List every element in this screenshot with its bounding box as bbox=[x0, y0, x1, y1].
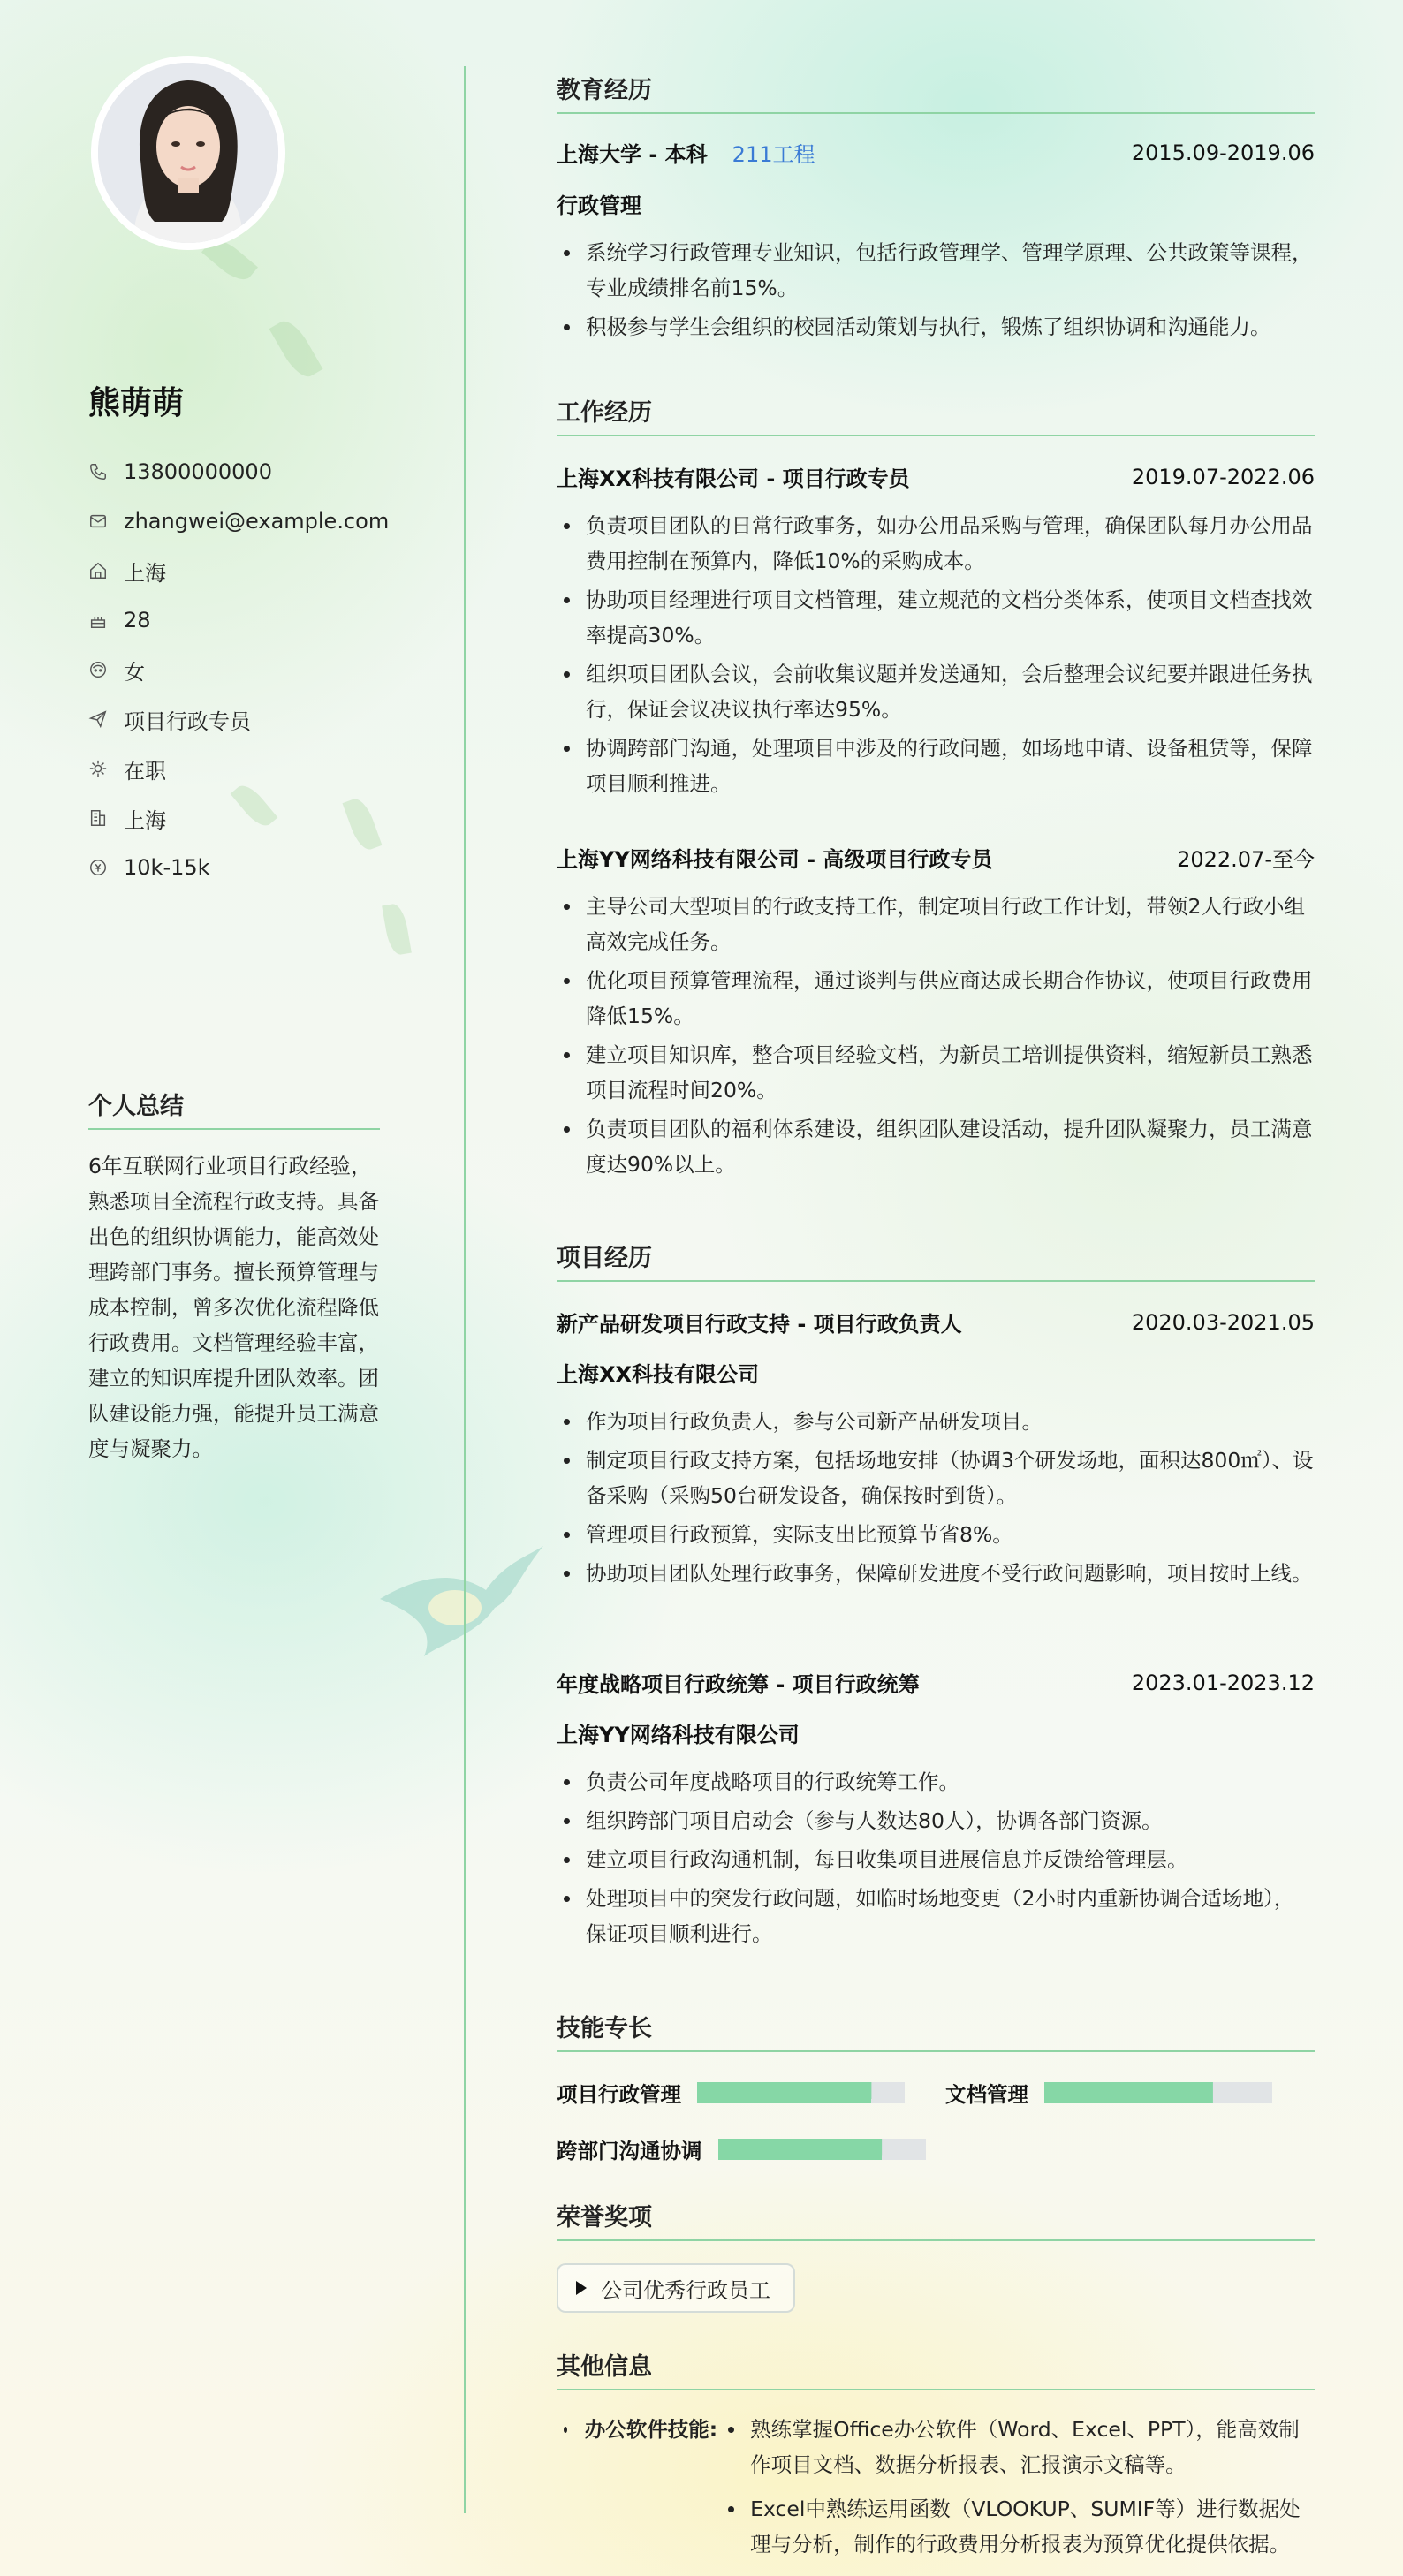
list-item: 熟练掌握Office办公软件（Word、Excel、PPT），能高效制作项目文档、数据分析报表、汇报演示文稿等。 bbox=[723, 2412, 1315, 2482]
phone-icon bbox=[88, 462, 108, 481]
work-period: 2019.07-2022.06 bbox=[1131, 464, 1315, 489]
award-tag bbox=[557, 2263, 795, 2313]
skill-bar-fill bbox=[718, 2139, 883, 2160]
building-icon bbox=[88, 808, 108, 828]
awards-section-title: 荣誉奖项 bbox=[557, 2198, 1315, 2241]
education-period: 2015.09-2019.06 bbox=[1131, 140, 1315, 165]
education-bullets bbox=[557, 235, 1315, 348]
work-section-title: 工作经历 bbox=[557, 393, 1315, 436]
info-text: 13800000000 bbox=[124, 459, 272, 484]
info-position bbox=[88, 694, 389, 744]
skills-section-title: 技能专长 bbox=[557, 2009, 1315, 2052]
education-section-title: 教育经历 bbox=[557, 71, 1315, 114]
candidate-name: 熊萌萌 bbox=[88, 385, 185, 421]
skill-name: 文档管理 bbox=[945, 2082, 1028, 2107]
project-company: 上海YY网络科技有限公司 bbox=[557, 1723, 800, 1747]
info-text: 上海 bbox=[124, 807, 166, 833]
other-key: 办公软件技能: bbox=[584, 2417, 718, 2442]
project-header-2 bbox=[557, 1667, 1315, 1698]
home-icon bbox=[88, 561, 108, 580]
info-text: 10k-15k bbox=[124, 855, 210, 880]
info-text: zhangwei@example.com bbox=[124, 509, 390, 534]
list-item: 建立项目知识库，整合项目经验文档，为新员工培训提供资料，缩短新员工熟悉项目流程时间20%。 bbox=[557, 1037, 1315, 1108]
list-item: 处理项目中的突发行政问题，如临时场地变更（2小时内重新协调合适场地），保证项目顺利进行。 bbox=[557, 1881, 1315, 1951]
info-gender bbox=[88, 645, 389, 694]
list-item: 组织项目团队会议，会前收集议题并发送通知，会后整理会议纪要并跟进任务执行，保证会议决议执行率达95%。 bbox=[557, 656, 1315, 727]
list-item: 负责公司年度战略项目的行政统筹工作。 bbox=[557, 1764, 1315, 1799]
leaf-decoration bbox=[269, 315, 323, 383]
skill-bar-fill bbox=[697, 2082, 871, 2103]
summary-section-title: 个人总结 bbox=[88, 1087, 380, 1130]
list-item: 系统学习行政管理专业知识，包括行政管理学、管理学原理、公共政策等课程，专业成绩排名前15%。 bbox=[557, 235, 1315, 306]
skill-bar bbox=[1044, 2082, 1272, 2103]
info-work-city bbox=[88, 793, 389, 843]
list-item: 优化项目预算管理流程，通过谈判与供应商达成长期合作协议，使项目行政费用降低15%。 bbox=[557, 963, 1315, 1034]
work-heading: 上海YY网络科技有限公司 - 高级项目行政专员 bbox=[557, 847, 993, 872]
list-item: 协助项目经理进行项目文档管理，建立规范的文档分类体系，使项目文档查找效率提高30%。 bbox=[557, 582, 1315, 653]
project-company: 上海XX科技有限公司 bbox=[557, 1362, 760, 1387]
project-period: 2023.01-2023.12 bbox=[1131, 1670, 1315, 1695]
work-bullets-1 bbox=[557, 508, 1315, 805]
projects-section-title: 项目经历 bbox=[557, 1239, 1315, 1282]
bird-decoration bbox=[371, 1537, 548, 1661]
list-item: 协调跨部门沟通，处理项目中涉及的行政问题，如场地申请、设备租赁等，保障项目顺利推进。 bbox=[557, 731, 1315, 801]
avatar bbox=[91, 56, 285, 250]
other-items bbox=[723, 2412, 1315, 2571]
info-age bbox=[88, 595, 389, 645]
other-section-title: 其他信息 bbox=[557, 2347, 1315, 2390]
project-header-1 bbox=[557, 1307, 1315, 1337]
email-icon bbox=[88, 511, 108, 531]
list-item: 管理项目行政预算，实际支出比预算节省8%。 bbox=[557, 1517, 1315, 1552]
award-text: 公司优秀行政员工 bbox=[601, 2277, 770, 2303]
skill-item bbox=[945, 2078, 1272, 2108]
skill-item bbox=[557, 2134, 926, 2164]
project-heading: 新产品研发项目行政支持 - 项目行政负责人 bbox=[557, 1312, 962, 1337]
info-phone bbox=[88, 447, 389, 496]
skill-item bbox=[557, 2078, 905, 2108]
education-major: 行政管理 bbox=[557, 193, 641, 218]
work-header-2 bbox=[557, 842, 1315, 873]
list-item: 积极参与学生会组织的校园活动策划与执行，锻炼了组织协调和沟通能力。 bbox=[557, 309, 1315, 345]
work-period: 2022.07-至今 bbox=[1177, 847, 1315, 872]
work-heading: 上海XX科技有限公司 - 项目行政专员 bbox=[557, 466, 910, 491]
education-school-wrap bbox=[557, 137, 815, 168]
avatar-photo bbox=[98, 63, 278, 243]
project-bullets-2 bbox=[557, 1764, 1315, 1955]
send-icon bbox=[88, 709, 108, 729]
list-item: 负责项目团队的福利体系建设，组织团队建设活动，提升团队凝聚力，员工满意度达90%以上。 bbox=[557, 1111, 1315, 1182]
list-item: Excel中熟练运用函数（VLOOKUP、SUMIF等）进行数据处理与分析，制作的行政费用分析报表为预算优化提供依据。 bbox=[723, 2491, 1315, 2562]
bullet-dot bbox=[564, 2427, 567, 2433]
list-item: 主导公司大型项目的行政支持工作，制定项目行政工作计划，带领2人行政小组高效完成任务。 bbox=[557, 889, 1315, 959]
education-header bbox=[557, 137, 1315, 168]
skill-name: 项目行政管理 bbox=[557, 2082, 681, 2107]
info-text: 28 bbox=[124, 608, 151, 633]
info-text: 女 bbox=[124, 659, 145, 685]
other-info bbox=[557, 2412, 1315, 2571]
skill-name: 跨部门沟通协调 bbox=[557, 2139, 702, 2163]
gender-icon bbox=[88, 660, 108, 679]
column-divider bbox=[464, 66, 466, 2513]
list-item: 制定项目行政支持方案，包括场地安排（协调3个研发场地，面积达800㎡）、设备采购（采购50台研发设备，确保按时到货）。 bbox=[557, 1443, 1315, 1513]
project-heading: 年度战略项目行政统筹 - 项目行政统筹 bbox=[557, 1672, 920, 1697]
info-city bbox=[88, 546, 389, 595]
info-text: 在职 bbox=[124, 758, 166, 784]
contact-info-list bbox=[88, 447, 389, 892]
list-item: 组织跨部门项目启动会（参与人数达80人），协调各部门资源。 bbox=[557, 1803, 1315, 1838]
skill-bar bbox=[697, 2082, 905, 2103]
play-icon bbox=[576, 2281, 587, 2295]
list-item: 建立项目行政沟通机制，每日收集项目进展信息并反馈给管理层。 bbox=[557, 1842, 1315, 1877]
project-bullets-1 bbox=[557, 1404, 1315, 1595]
info-salary bbox=[88, 843, 389, 892]
education-school: 上海大学 - 本科 bbox=[557, 142, 708, 167]
status-icon bbox=[88, 759, 108, 778]
list-item: 协助项目团队处理行政事务，保障研发进度不受行政问题影响，项目按时上线。 bbox=[557, 1556, 1315, 1591]
leaf-decoration bbox=[382, 902, 412, 956]
salary-icon bbox=[88, 858, 108, 877]
summary-text: 6年互联网行业项目行政经验，熟悉项目全流程行政支持。具备出色的组织协调能力，能高效处理跨部门事务。擅长预算管理与成本控制，曾多次优化流程降低行政费用。文档管理经验丰富，建立的知识库提升团队效率。团队建设能力强，能提升员工满意度与凝聚力。 bbox=[88, 1154, 379, 1461]
info-text: 上海 bbox=[124, 560, 166, 586]
info-text: 项目行政专员 bbox=[124, 708, 251, 734]
info-email bbox=[88, 496, 389, 546]
cake-icon bbox=[88, 610, 108, 630]
skill-bar-fill bbox=[1044, 2082, 1213, 2103]
education-badge: 211工程 bbox=[732, 142, 815, 167]
skill-bar bbox=[718, 2139, 926, 2160]
work-bullets-2 bbox=[557, 889, 1315, 1186]
info-status bbox=[88, 744, 389, 793]
project-period: 2020.03-2021.05 bbox=[1131, 1309, 1315, 1335]
list-item: 负责项目团队的日常行政事务，如办公用品采购与管理，确保团队每月办公用品费用控制在预算内，降低10%的采购成本。 bbox=[557, 508, 1315, 579]
work-header-1 bbox=[557, 461, 1315, 492]
list-item: 作为项目行政负责人，参与公司新产品研发项目。 bbox=[557, 1404, 1315, 1439]
